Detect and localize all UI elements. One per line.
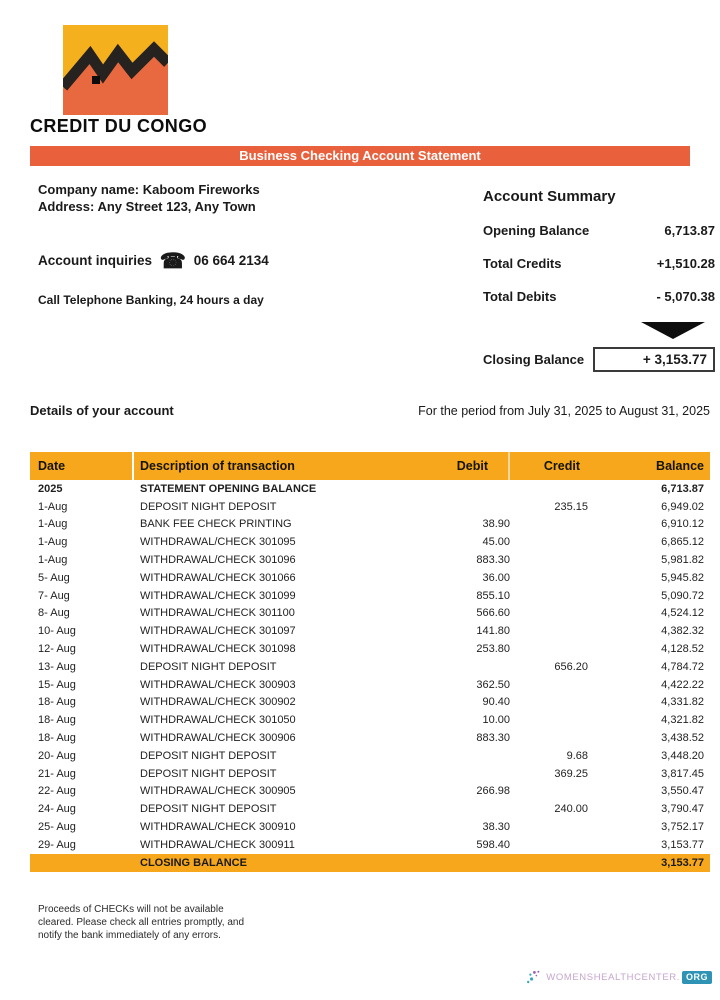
watermark-org-badge: ORG xyxy=(682,971,712,984)
table-header xyxy=(30,452,710,480)
cell-debit: 38.90 xyxy=(482,518,510,531)
cell-debit: 10.00 xyxy=(482,714,510,727)
statement-period: For the period from July 31, 2025 to August 31, 2025 xyxy=(418,404,710,418)
cell-balance: 3,790.47 xyxy=(661,803,704,816)
summary-value: 6,713.87 xyxy=(664,223,715,238)
cell-balance: 3,448.20 xyxy=(661,749,704,762)
cell-date: 2025 xyxy=(38,482,63,495)
cell-credit: 235.15 xyxy=(554,500,588,513)
dots-swirl-icon xyxy=(526,969,544,985)
cell-balance: 3,153.77 xyxy=(661,838,704,851)
table-row xyxy=(30,533,710,551)
summary-label: Total Credits xyxy=(483,256,562,271)
table-row xyxy=(30,658,710,676)
cell-date: 21- Aug xyxy=(38,767,76,780)
telephone-banking-line: Call Telephone Banking, 24 hours a day xyxy=(38,293,264,307)
cell-debit: 566.60 xyxy=(476,607,510,620)
footer-notice xyxy=(38,903,244,942)
table-row xyxy=(30,729,710,747)
cell-credit: 240.00 xyxy=(554,803,588,816)
cell-balance: 5,945.82 xyxy=(661,571,704,584)
cell-balance: 3,438.52 xyxy=(661,732,704,745)
cell-description: WITHDRAWAL/CHECK 301050 xyxy=(140,714,296,727)
cell-description: WITHDRAWAL/CHECK 300910 xyxy=(140,821,296,834)
cell-balance: 6,713.87 xyxy=(661,482,704,495)
account-summary-title: Account Summary xyxy=(483,188,616,205)
account-summary xyxy=(483,188,715,372)
cell-balance: 5,090.72 xyxy=(661,589,704,602)
cell-date: 25- Aug xyxy=(38,821,76,834)
details-header-line xyxy=(30,403,710,418)
table-row xyxy=(30,640,710,658)
summary-value: - 5,070.38 xyxy=(656,289,715,304)
cell-balance: 6,910.12 xyxy=(661,518,704,531)
closing-balance-value: + 3,153.77 xyxy=(593,347,715,372)
cell-balance: 3,153.77 xyxy=(661,856,704,869)
column-header-date: Date xyxy=(30,452,134,480)
phone-number: 06 664 2134 xyxy=(193,253,269,268)
notice-line: notify the bank immediately of any errors. xyxy=(38,930,221,941)
cell-balance: 4,331.82 xyxy=(661,696,704,709)
cell-description: DEPOSIT NIGHT DEPOSIT xyxy=(140,803,277,816)
transactions-body xyxy=(30,480,710,854)
cell-debit: 141.80 xyxy=(476,625,510,638)
cell-description: STATEMENT OPENING BALANCE xyxy=(140,482,317,495)
summary-label: Opening Balance xyxy=(483,223,590,238)
cell-debit: 38.30 xyxy=(482,821,510,834)
cell-debit: 362.50 xyxy=(476,678,510,691)
cell-date: 12- Aug xyxy=(38,643,76,656)
cell-balance: 4,524.12 xyxy=(661,607,704,620)
cell-debit: 36.00 xyxy=(482,571,510,584)
column-header-credit: Credit xyxy=(543,459,580,473)
cell-credit: 9.68 xyxy=(566,749,588,762)
table-row xyxy=(30,818,710,836)
table-row xyxy=(30,516,710,534)
arrow-down-icon xyxy=(641,322,705,339)
cell-date: 18- Aug xyxy=(38,714,76,727)
cell-balance: 5,981.82 xyxy=(661,554,704,567)
table-row xyxy=(30,711,710,729)
cell-date: 29- Aug xyxy=(38,838,76,851)
cell-description: WITHDRAWAL/CHECK 300911 xyxy=(140,838,295,851)
table-row xyxy=(30,498,710,516)
notice-line: cleared. Please check all entries promptly, and xyxy=(38,917,245,928)
cell-balance: 3,752.17 xyxy=(661,821,704,834)
table-row xyxy=(30,622,710,640)
cell-balance: 3,817.45 xyxy=(661,767,704,780)
table-row xyxy=(30,605,710,623)
cell-credit: 369.25 xyxy=(554,767,588,780)
cell-description: WITHDRAWAL/CHECK 301066 xyxy=(140,571,296,584)
table-row xyxy=(30,676,710,694)
column-header-balance: Balance xyxy=(656,459,704,473)
brand-name: CREDIT DU CONGO xyxy=(30,116,207,136)
cell-balance: 3,550.47 xyxy=(661,785,704,798)
summary-row-debits xyxy=(483,289,715,304)
cell-date: 22- Aug xyxy=(38,785,76,798)
column-header-debit: Debit xyxy=(419,452,510,480)
cell-date: 8- Aug xyxy=(38,607,70,620)
cell-description: DEPOSIT NIGHT DEPOSIT xyxy=(140,767,277,780)
cell-date: 13- Aug xyxy=(38,660,76,673)
cell-debit: 266.98 xyxy=(476,785,510,798)
cell-date: 1-Aug xyxy=(38,500,68,513)
cell-date: 20- Aug xyxy=(38,749,76,762)
cell-date: 1-Aug xyxy=(38,536,68,549)
cell-debit: 45.00 xyxy=(482,536,510,549)
table-row xyxy=(30,783,710,801)
cell-balance: 6,865.12 xyxy=(661,536,704,549)
cell-debit: 883.30 xyxy=(476,554,510,567)
summary-value: +1,510.28 xyxy=(656,256,715,271)
bank-logo-icon xyxy=(63,25,168,115)
cell-date: 18- Aug xyxy=(38,732,76,745)
company-name-line: Company name: Kaboom Fireworks xyxy=(38,182,260,197)
cell-description: WITHDRAWAL/CHECK 301099 xyxy=(140,589,296,602)
cell-description: BANK FEE CHECK PRINTING xyxy=(140,518,292,531)
cell-description: CLOSING BALANCE xyxy=(140,856,247,869)
watermark-text: WOMENSHEALTHCENTER. xyxy=(546,971,680,983)
transactions-table xyxy=(30,452,710,872)
cell-debit: 855.10 xyxy=(476,589,510,602)
site-watermark xyxy=(526,969,712,985)
company-address-line: Address: Any Street 123, Any Town xyxy=(38,199,256,214)
cell-date: 10- Aug xyxy=(38,625,76,638)
notice-line: Proceeds of CHECKs will not be available xyxy=(38,904,224,915)
cell-description: WITHDRAWAL/CHECK 301095 xyxy=(140,536,296,549)
cell-balance: 4,784.72 xyxy=(661,660,704,673)
statement-banner-title: Business Checking Account Statement xyxy=(30,146,690,166)
cell-description: WITHDRAWAL/CHECK 300903 xyxy=(140,678,296,691)
closing-balance-row xyxy=(30,854,710,872)
cell-credit: 656.20 xyxy=(554,660,588,673)
cell-description: WITHDRAWAL/CHECK 301100 xyxy=(140,607,295,620)
cell-date: 5- Aug xyxy=(38,571,70,584)
cell-description: DEPOSIT NIGHT DEPOSIT xyxy=(140,500,277,513)
cell-debit: 883.30 xyxy=(476,732,510,745)
column-header-description: Description of transaction xyxy=(140,459,295,473)
summary-row-credits xyxy=(483,256,715,271)
cell-description: WITHDRAWAL/CHECK 300906 xyxy=(140,732,296,745)
table-row xyxy=(30,480,710,498)
cell-description: WITHDRAWAL/CHECK 300905 xyxy=(140,785,296,798)
phone-icon: ☎ xyxy=(159,250,186,273)
account-inquiries xyxy=(38,249,269,274)
cell-date: 1-Aug xyxy=(38,518,68,531)
cell-description: WITHDRAWAL/CHECK 301097 xyxy=(140,625,296,638)
cell-balance: 4,422.22 xyxy=(661,678,704,691)
cell-balance: 6,949.02 xyxy=(661,500,704,513)
summary-row-opening xyxy=(483,223,715,238)
table-row xyxy=(30,747,710,765)
summary-closing-row xyxy=(483,347,715,372)
table-row xyxy=(30,569,710,587)
cell-description: DEPOSIT NIGHT DEPOSIT xyxy=(140,660,277,673)
table-row xyxy=(30,551,710,569)
cell-date: 18- Aug xyxy=(38,696,76,709)
closing-balance-label: Closing Balance xyxy=(483,352,585,367)
cell-debit: 253.80 xyxy=(476,643,510,656)
cell-date: 24- Aug xyxy=(38,803,76,816)
cell-balance: 4,128.52 xyxy=(661,643,704,656)
cell-description: WITHDRAWAL/CHECK 301096 xyxy=(140,554,296,567)
cell-date: 7- Aug xyxy=(38,589,70,602)
table-row xyxy=(30,765,710,783)
cell-description: WITHDRAWAL/CHECK 301098 xyxy=(140,643,296,656)
details-title: Details of your account xyxy=(30,403,174,418)
cell-balance: 4,321.82 xyxy=(661,714,704,727)
company-info xyxy=(38,181,260,215)
table-row xyxy=(30,694,710,712)
table-row xyxy=(30,836,710,854)
cell-description: WITHDRAWAL/CHECK 300902 xyxy=(140,696,296,709)
cell-date: 1-Aug xyxy=(38,554,68,567)
cell-date: 15- Aug xyxy=(38,678,76,691)
table-row xyxy=(30,800,710,818)
cell-debit: 90.40 xyxy=(482,696,510,709)
cell-balance: 4,382.32 xyxy=(661,625,704,638)
account-inquiries-label: Account inquiries xyxy=(38,253,153,268)
summary-label: Total Debits xyxy=(483,289,557,304)
cell-debit: 598.40 xyxy=(476,838,510,851)
table-row xyxy=(30,587,710,605)
cell-description: DEPOSIT NIGHT DEPOSIT xyxy=(140,749,277,762)
